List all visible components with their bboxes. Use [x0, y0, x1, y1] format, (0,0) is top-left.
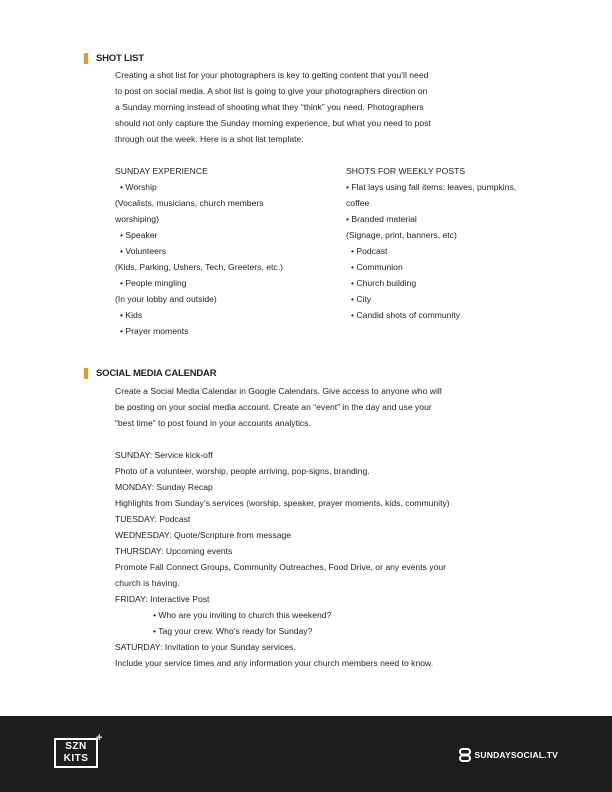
list-item: • Prayer moments	[120, 326, 189, 336]
schedule-bullet: • Tag your crew. Who’s ready for Sunday?	[153, 626, 313, 636]
section-accent-bar	[84, 368, 88, 379]
schedule-line: church is having.	[115, 578, 180, 588]
schedule-line: THURSDAY: Upcoming events	[115, 546, 233, 556]
list-item: • City	[351, 294, 372, 304]
list-item: • Speaker	[120, 230, 158, 240]
list-note: (Kids, Parking, Ushers, Tech, Greeters, etc.)	[115, 262, 283, 272]
szn-kits-logo	[54, 738, 98, 768]
section-title: SOCIAL MEDIA CALENDAR	[96, 368, 217, 379]
intro-line: should not only capture the Sunday morning experience, but what you need to post	[115, 118, 431, 128]
schedule-line: WEDNESDAY: Quote/Scripture from message	[115, 530, 292, 540]
sunday-social-brand	[459, 748, 558, 762]
sunday-experience-list	[115, 163, 283, 339]
list-item: • Candid shots of community	[351, 310, 461, 320]
list-item: • Communion	[351, 262, 403, 272]
list-note: (Signage, print, banners, etc)	[346, 230, 457, 240]
logo-text: KITS	[63, 753, 89, 764]
schedule-line: Include your service times and any information your church members need to know.	[115, 658, 434, 668]
schedule-line: Promote Fall Connect Groups, Community Outreaches, Food Drive, or any events your	[115, 562, 446, 572]
list-note: worshiping)	[115, 214, 159, 224]
calendar-intro	[115, 383, 535, 431]
weekly-posts-list	[346, 163, 516, 323]
section-accent-bar	[84, 53, 88, 64]
sunday-social-icon	[459, 748, 471, 762]
list-item: • Podcast	[351, 246, 388, 256]
list-note: (Vocalists, musicians, church members	[115, 198, 264, 208]
list-item: • Worship	[120, 182, 157, 192]
footer	[0, 716, 612, 792]
schedule-line: Photo of a volunteer, worship, people arriving, pop-signs, branding.	[115, 466, 370, 476]
logo-plus-icon: +	[96, 732, 103, 744]
column-heading: SUNDAY EXPERIENCE	[115, 166, 208, 176]
calendar-schedule	[115, 447, 450, 671]
intro-line: through out the week. Here is a shot list template:	[115, 134, 304, 144]
list-item: • Flat lays using fall items: leaves, pumpkins,	[346, 182, 517, 192]
list-item: • People mingling	[120, 278, 187, 288]
logo-text: SZN	[65, 741, 87, 752]
schedule-bullet: • Who are you inviting to church this weekend?	[153, 610, 332, 620]
shot-list-intro	[115, 67, 535, 147]
intro-line: to post on social media. A shot list is going to give your photographers direction on	[115, 86, 428, 96]
schedule-line: MONDAY: Sunday Recap	[115, 482, 213, 492]
shot-list-header	[84, 53, 144, 64]
list-note: coffee	[346, 198, 370, 208]
section-title: SHOT LIST	[96, 53, 144, 64]
column-heading: SHOTS FOR WEEKLY POSTS	[346, 166, 466, 176]
list-item: • Branded material	[346, 214, 417, 224]
intro-line: “best time” to post found in your accounts analytics.	[115, 418, 311, 428]
schedule-line: SATURDAY: Invitation to your Sunday services.	[115, 642, 296, 652]
list-item: • Volunteers	[120, 246, 167, 256]
schedule-line: Highlights from Sunday’s services (worship, speaker, prayer moments, kids, community)	[115, 498, 450, 508]
schedule-line: SUNDAY: Service kick-off	[115, 450, 213, 460]
brand-name: SUNDAYSOCIAL.TV	[474, 750, 558, 760]
intro-line: Create a Social Media Calendar in Google Calendars. Give access to anyone who will	[115, 386, 442, 396]
calendar-header	[84, 368, 216, 379]
intro-line: a Sunday morning instead of shooting what they “think” you need. Photographers	[115, 102, 424, 112]
list-note: (In your lobby and outside)	[115, 294, 217, 304]
schedule-line: TUESDAY: Podcast	[115, 514, 191, 524]
intro-line: be posting on your social media account. Create an “event” in the day and use your	[115, 402, 432, 412]
schedule-line: FRIDAY: Interactive Post	[115, 594, 210, 604]
list-item: • Church building	[351, 278, 417, 288]
list-item: • Kids	[120, 310, 143, 320]
intro-line: Creating a shot list for your photographers is key to getting content that you’ll need	[115, 70, 429, 80]
